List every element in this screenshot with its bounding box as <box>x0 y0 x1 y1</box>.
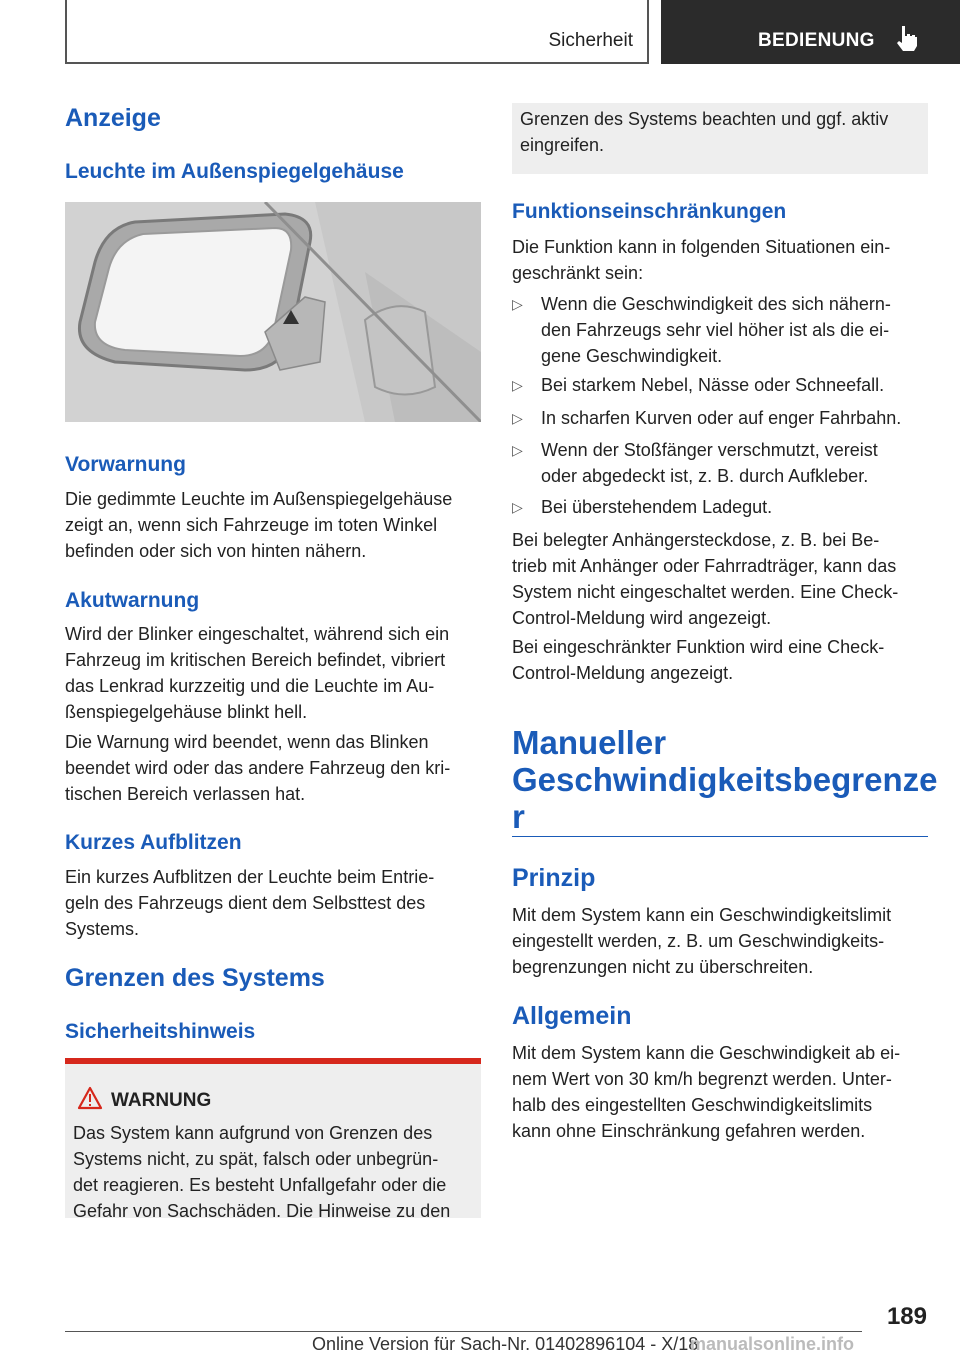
text-line: Fahrzeug im kritischen Bereich befindet, vibriert <box>65 650 446 670</box>
heading-rule <box>512 836 928 837</box>
header-chapter-tab[interactable] <box>661 0 960 64</box>
heading-line: r <box>512 798 525 835</box>
text-line: Wenn die Geschwindigkeit des sich nähern‐ <box>541 294 891 314</box>
paragraph-prinzip <box>512 902 891 980</box>
text-line: Bei starkem Nebel, Nässe oder Schneefall. <box>541 375 885 395</box>
text-line: Die Warnung wird beendet, wenn das Blinken <box>65 732 429 752</box>
heading-leuchte: Leuchte im Außenspiegelgehäuse <box>65 160 404 183</box>
paragraph-akutwarnung-2 <box>65 729 450 807</box>
heading-manueller-geschwindigkeitsbegrenzer <box>512 724 937 835</box>
text-line: gene Geschwindigkeit. <box>541 346 723 366</box>
heading-prinzip: Prinzip <box>512 864 596 892</box>
paragraph-funktion <box>512 234 890 286</box>
text-line: Mit dem System kann die Geschwindigkeit ab ei‐ <box>512 1043 901 1063</box>
text-line: tischen Bereich verlassen hat. <box>65 784 306 804</box>
text-line: ßenspiegelgehäuse blinkt hell. <box>65 702 308 722</box>
text-line: Systems. <box>65 919 140 939</box>
bullet-triangle-icon: ▷ <box>512 499 523 515</box>
text-line: das Lenkrad kurzzeitig und die Leuchte im Au‐ <box>65 676 435 696</box>
text-line: Gefahr von Sachschäden. Die Hinweise zu den <box>73 1201 451 1221</box>
text-line: Bei überstehendem Ladegut. <box>541 497 773 517</box>
text-line: oder abgedeckt ist, z. B. durch Aufkleber. <box>541 466 869 486</box>
text-line: Wird der Blinker eingeschaltet, während sich ein <box>65 624 450 644</box>
text-line: Das System kann aufgrund von Grenzen des <box>73 1123 433 1143</box>
paragraph-eingeschraenkt <box>512 634 884 686</box>
heading-grenzen-des-systems: Grenzen des Systems <box>65 964 325 992</box>
text-line: Ein kurzes Aufblitzen der Leuchte beim Entrie‐ <box>65 867 435 887</box>
paragraph-kurzes-aufblitzen <box>65 864 434 942</box>
watermark: manualsonline.info <box>690 1334 855 1354</box>
text-line: Mit dem System kann ein Geschwindigkeitslimit <box>512 905 892 925</box>
text-line: geln des Fahrzeugs dient dem Selbsttest des <box>65 893 426 913</box>
bullet-triangle-icon: ▷ <box>512 377 523 393</box>
pointing-hand-icon <box>894 24 920 52</box>
text-line: kann ohne Einschränkung gefahren werden. <box>512 1121 866 1141</box>
header-chapter-label: BEDIENUNG <box>758 30 875 51</box>
heading-akutwarnung: Akutwarnung <box>65 589 200 612</box>
text-line: trieb mit Anhänger oder Fahrradträger, kann das <box>512 556 897 576</box>
heading-allgemein: Allgemein <box>512 1002 632 1030</box>
header-section-title: Sicherheit <box>548 30 633 51</box>
text-line: geschränkt sein: <box>512 263 644 283</box>
footer-online-version: Online Version für Sach-Nr. 01402896104 - X/18 <box>312 1334 699 1354</box>
warning-title: WARNUNG <box>111 1090 212 1111</box>
page-number: 189 <box>886 1303 927 1330</box>
warning-triangle-icon <box>77 1086 103 1110</box>
mirror-illustration <box>65 202 481 422</box>
warning-text-continued <box>520 106 922 158</box>
paragraph-vorwarnung <box>65 486 452 564</box>
heading-anzeige: Anzeige <box>65 104 161 132</box>
text-line: System nicht eingeschaltet werden. Eine Check- <box>512 582 899 602</box>
heading-line: Manueller <box>512 724 667 761</box>
text-line: det reagieren. Es besteht Unfallgefahr oder die <box>73 1175 447 1195</box>
heading-kurzes-aufblitzen: Kurzes Aufblitzen <box>65 831 242 854</box>
text-line: Control-Meldung angezeigt. <box>512 663 734 683</box>
heading-funktionseinschraenkungen: Funktionseinschränkungen <box>512 200 787 223</box>
text-line: In scharfen Kurven oder auf enger Fahrbahn. <box>541 408 902 428</box>
text-line: den Fahrzeugs sehr viel höher ist als die ei‐ <box>541 320 890 340</box>
bullet-triangle-icon: ▷ <box>512 296 523 312</box>
bullet-triangle-icon: ▷ <box>512 410 523 426</box>
warning-text <box>73 1120 475 1224</box>
text-line: eingreifen. <box>520 135 605 155</box>
footer-rule <box>65 1331 862 1332</box>
text-line: Bei belegter Anhängersteckdose, z. B. bei Be‐ <box>512 530 880 550</box>
text-line: Grenzen des Systems beachten und ggf. aktiv <box>520 109 889 129</box>
text-line: Die gedimmte Leuchte im Außenspiegelgehäuse <box>65 489 453 509</box>
text-line: eingestellt werden, z. B. um Geschwindigkeits‐ <box>512 931 885 951</box>
paragraph-allgemein <box>512 1040 900 1144</box>
bullet-triangle-icon: ▷ <box>512 442 523 458</box>
paragraph-akutwarnung-1 <box>65 621 449 725</box>
header-section-box <box>65 0 649 64</box>
text-line: zeigt an, wenn sich Fahrzeuge im toten Winkel <box>65 515 438 535</box>
heading-sicherheitshinweis: Sicherheitshinweis <box>65 1020 256 1043</box>
warning-box <box>65 1058 481 1221</box>
paragraph-anhaenger <box>512 527 898 631</box>
text-line: Bei eingeschränkter Funktion wird eine Check- <box>512 637 885 657</box>
warning-box-continued <box>512 103 928 174</box>
text-line: beendet wird oder das andere Fahrzeug den kri‐ <box>65 758 451 778</box>
text-line: Die Funktion kann in folgenden Situationen ein‐ <box>512 237 891 257</box>
text-line: halb des eingestellten Geschwindigkeitslimits <box>512 1095 873 1115</box>
text-line: Wenn der Stoßfänger verschmutzt, vereist <box>541 440 878 460</box>
text-line: begrenzungen nicht zu überschreiten. <box>512 957 814 977</box>
text-line: Systems nicht, zu spät, falsch oder unbegrün‐ <box>73 1149 439 1169</box>
text-line: nem Wert von 30 km/h begrenzt werden. Unter‐ <box>512 1069 892 1089</box>
text-line: befinden oder sich von hinten nähern. <box>65 541 367 561</box>
text-line: Control-Meldung wird angezeigt. <box>512 608 772 628</box>
heading-line: Geschwindigkeitsbegrenze <box>512 761 938 798</box>
heading-vorwarnung: Vorwarnung <box>65 453 186 476</box>
